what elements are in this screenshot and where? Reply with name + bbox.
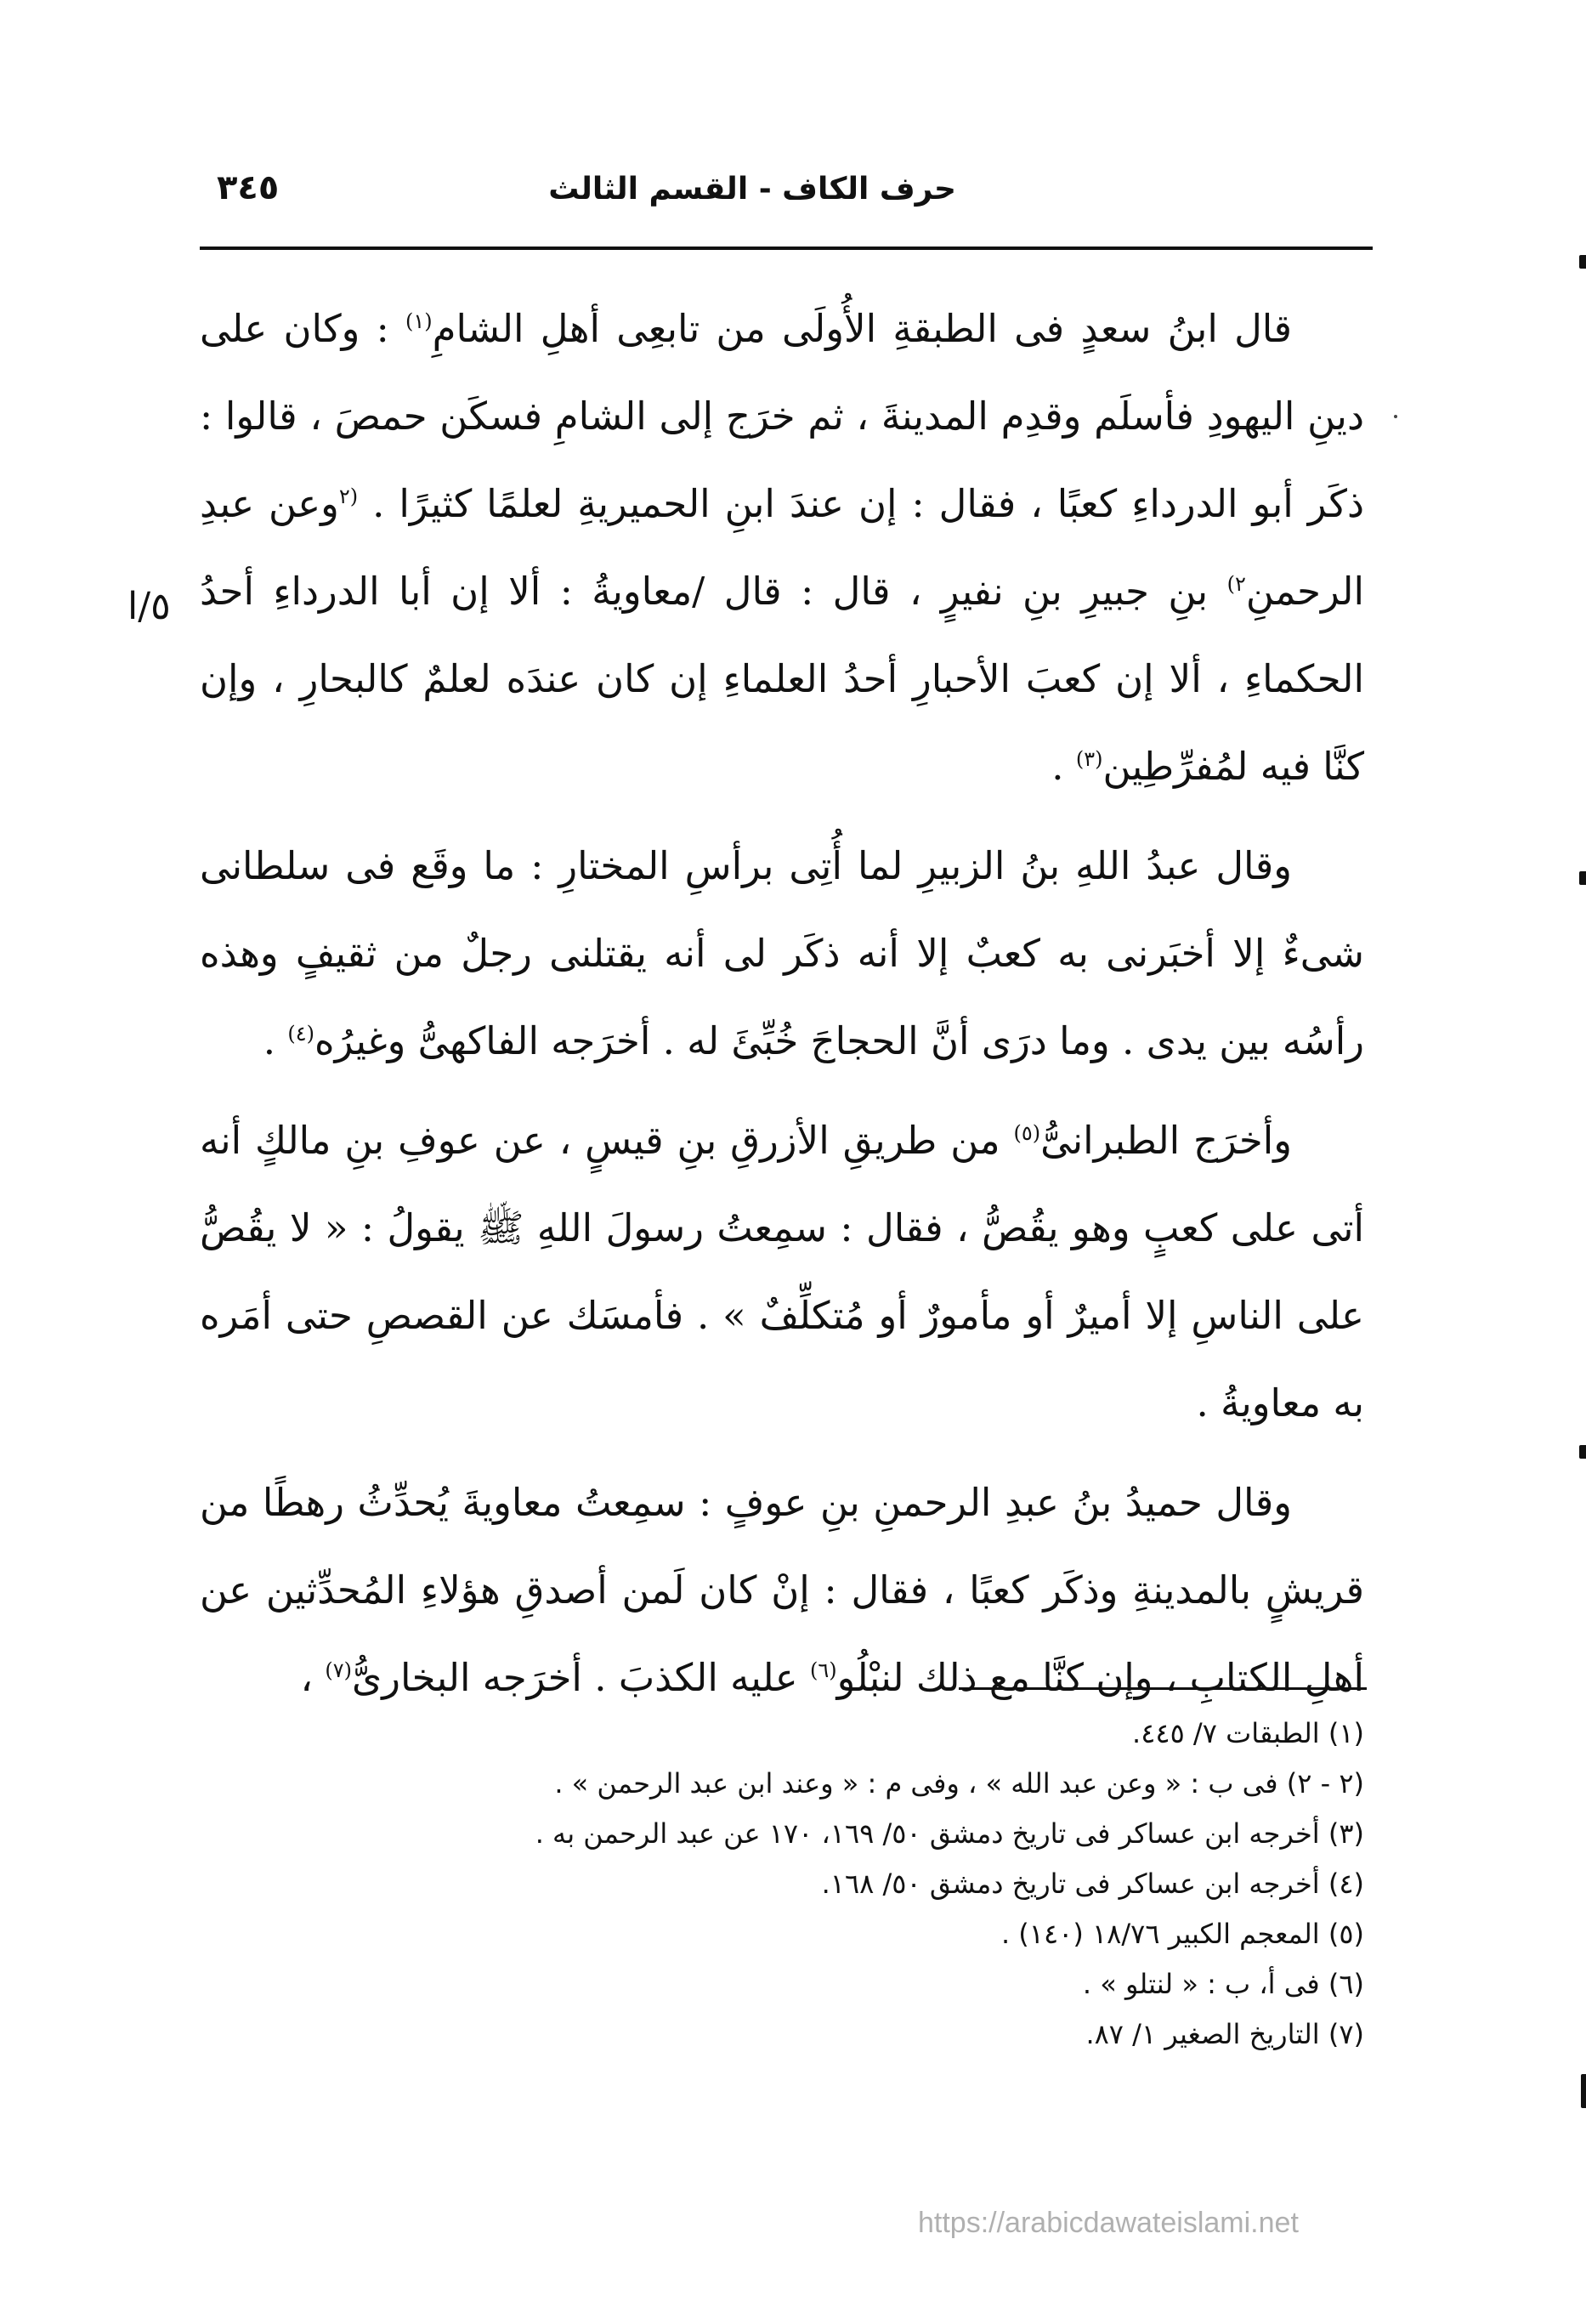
footnote-6: (٦) فى أ، ب : « لنتلو » . [1082, 1968, 1364, 2000]
scan-edge-mark [1579, 871, 1586, 885]
scan-edge-mark [1581, 2074, 1586, 2108]
paragraph-humaid [200, 1459, 1364, 1721]
footnote-separator [959, 1687, 1367, 1690]
watermark-url: https://arabicdawateislami.net [918, 2207, 1299, 2239]
footnote-2: (٢ - ٢) فى ب : « وعن عبد الله » ، وفى م : « وعند ابن عبد الرحمن » . [554, 1767, 1364, 1800]
scan-speck [1394, 415, 1397, 418]
paragraph-tabarani [200, 1097, 1364, 1447]
running-title: حرف الكاف - القسم الثالث [548, 172, 956, 207]
footnote-5: (٥) المعجم الكبير ١٨/٧٦ (١٤٠) . [1000, 1918, 1364, 1950]
text-run: وقال عبدُ اللهِ بنُ الزبيرِ لما أُتِى برأسِ المختارِ : ما وقَع فى سلطانى شىءٌ إلا أخبَرنى به كعبٌ إلا أنه ذكَر لى أنه يقتلنى رجلٌ من ثقيفٍ وهذه رأسُه بين يدى . وما درَى أنَّ الحجاجَ خُبِّئَ له . أخرَجه الفاكهىُّ وغيرُه [200, 843, 1364, 1063]
footnote-ref-2-close: ٢) [1226, 572, 1246, 596]
footnote-ref-4: (٤) [287, 1022, 315, 1046]
footnote-ref-5: (٥) [1013, 1121, 1041, 1145]
footnote-ref-2-open: (٢ [338, 485, 359, 508]
scan-edge-mark [1579, 255, 1586, 269]
text-run: وعن عبدِ الرحمنِ [200, 481, 1364, 614]
scan-edge-mark [1579, 1445, 1586, 1459]
footnote-1: (١) الطبقات ٧/ ٤٤٥. [1132, 1717, 1364, 1749]
footnote-3: (٣) أخرجه ابن عساكر فى تاريخ دمشق ٥٠/ ١٦٩، ١٧٠ عن عبد الرحمن به . [535, 1817, 1364, 1850]
footnote-ref-1: (١) [405, 309, 433, 333]
text-run: ، [300, 1655, 326, 1700]
footnotes [200, 1709, 1364, 2060]
text-run: قال ابنُ سعدٍ فى الطبقةِ الأُولَى من تابعِى أهلِ الشامِ [432, 306, 1292, 351]
footnote-ref-3: (٣) [1075, 747, 1103, 771]
header-rule [200, 247, 1373, 250]
text-run: . [1051, 744, 1076, 789]
text-run: وقال حميدُ بنُ عبدِ الرحمنِ بنِ عوفٍ : سمِعتُ معاويةَ يُحدِّثُ رهطًا من قريشٍ بالمدينةِ وذكَر كعبًا ، فقال : إنْ كان لَمن أصدقِ هؤلاءِ المُحدِّثين عن أهلِ الكتابِ ، وإن كنَّا مع ذلك لنبْلُو [200, 1480, 1364, 1700]
text-run: من طريقِ الأزرقِ بنِ قيسٍ ، عن عوفِ بنِ مالكٍ أنه أتى على كعبٍ وهو يقُصُّ ، فقال : سمِعتُ رسولَ اللهِ ﷺ يقولُ : « لا يقُصُّ على الناسِ إلا أميرٌ أو مأمورٌ أو مُتكلِّفٌ » . فأمسَك عن القصصِ حتى أمَره به معاويةُ . [200, 1118, 1364, 1426]
margin-folio-note: ٥/ا [127, 585, 171, 628]
paragraph-ibn-zubair [200, 822, 1364, 1085]
text-run: . [263, 1018, 288, 1063]
text-run: بنِ جبيرِ بنِ نفيرٍ ، قال : قال /معاويةُ : ألا إن أبا الدرداءِ أحدُ الحكماءِ ، ألا إن كعبَ الأحبارِ أحدُ العلماءِ إن كان عندَه لعلمٌ كالبحارِ ، وإن كنَّا فيه لمُفرِّطِين [200, 569, 1364, 789]
text-run: عليه الكذبَ . أخرَجه البخارىُّ [352, 1655, 810, 1700]
paragraph-ibn-saad [200, 285, 1364, 810]
page-header [200, 162, 1364, 230]
footnote-7: (٧) التاريخ الصغير ١/ ٨٧. [1085, 2018, 1364, 2050]
main-text [200, 285, 1364, 1721]
page-number: ٣٤٥ [217, 168, 280, 207]
footnote-ref-7: (٧) [325, 1658, 352, 1682]
text-run: وأخرَج الطبرانىُّ [1040, 1118, 1292, 1163]
footnote-4: (٤) أخرجه ابن عساكر فى تاريخ دمشق ٥٠/ ١٦٨. [821, 1868, 1364, 1900]
footnote-ref-6: (٦) [809, 1658, 837, 1682]
text-run: : وكان على دينِ اليهودِ فأسلَم وقدِم المدينةَ ، ثم خرَج إلى الشامِ فسكَن حمصَ ، قالوا : ذكَر أبو الدرداءِ كعبًا ، فقال : إن عندَ ابنِ الحميريةِ لعلمًا كثيرًا . [200, 306, 1364, 526]
